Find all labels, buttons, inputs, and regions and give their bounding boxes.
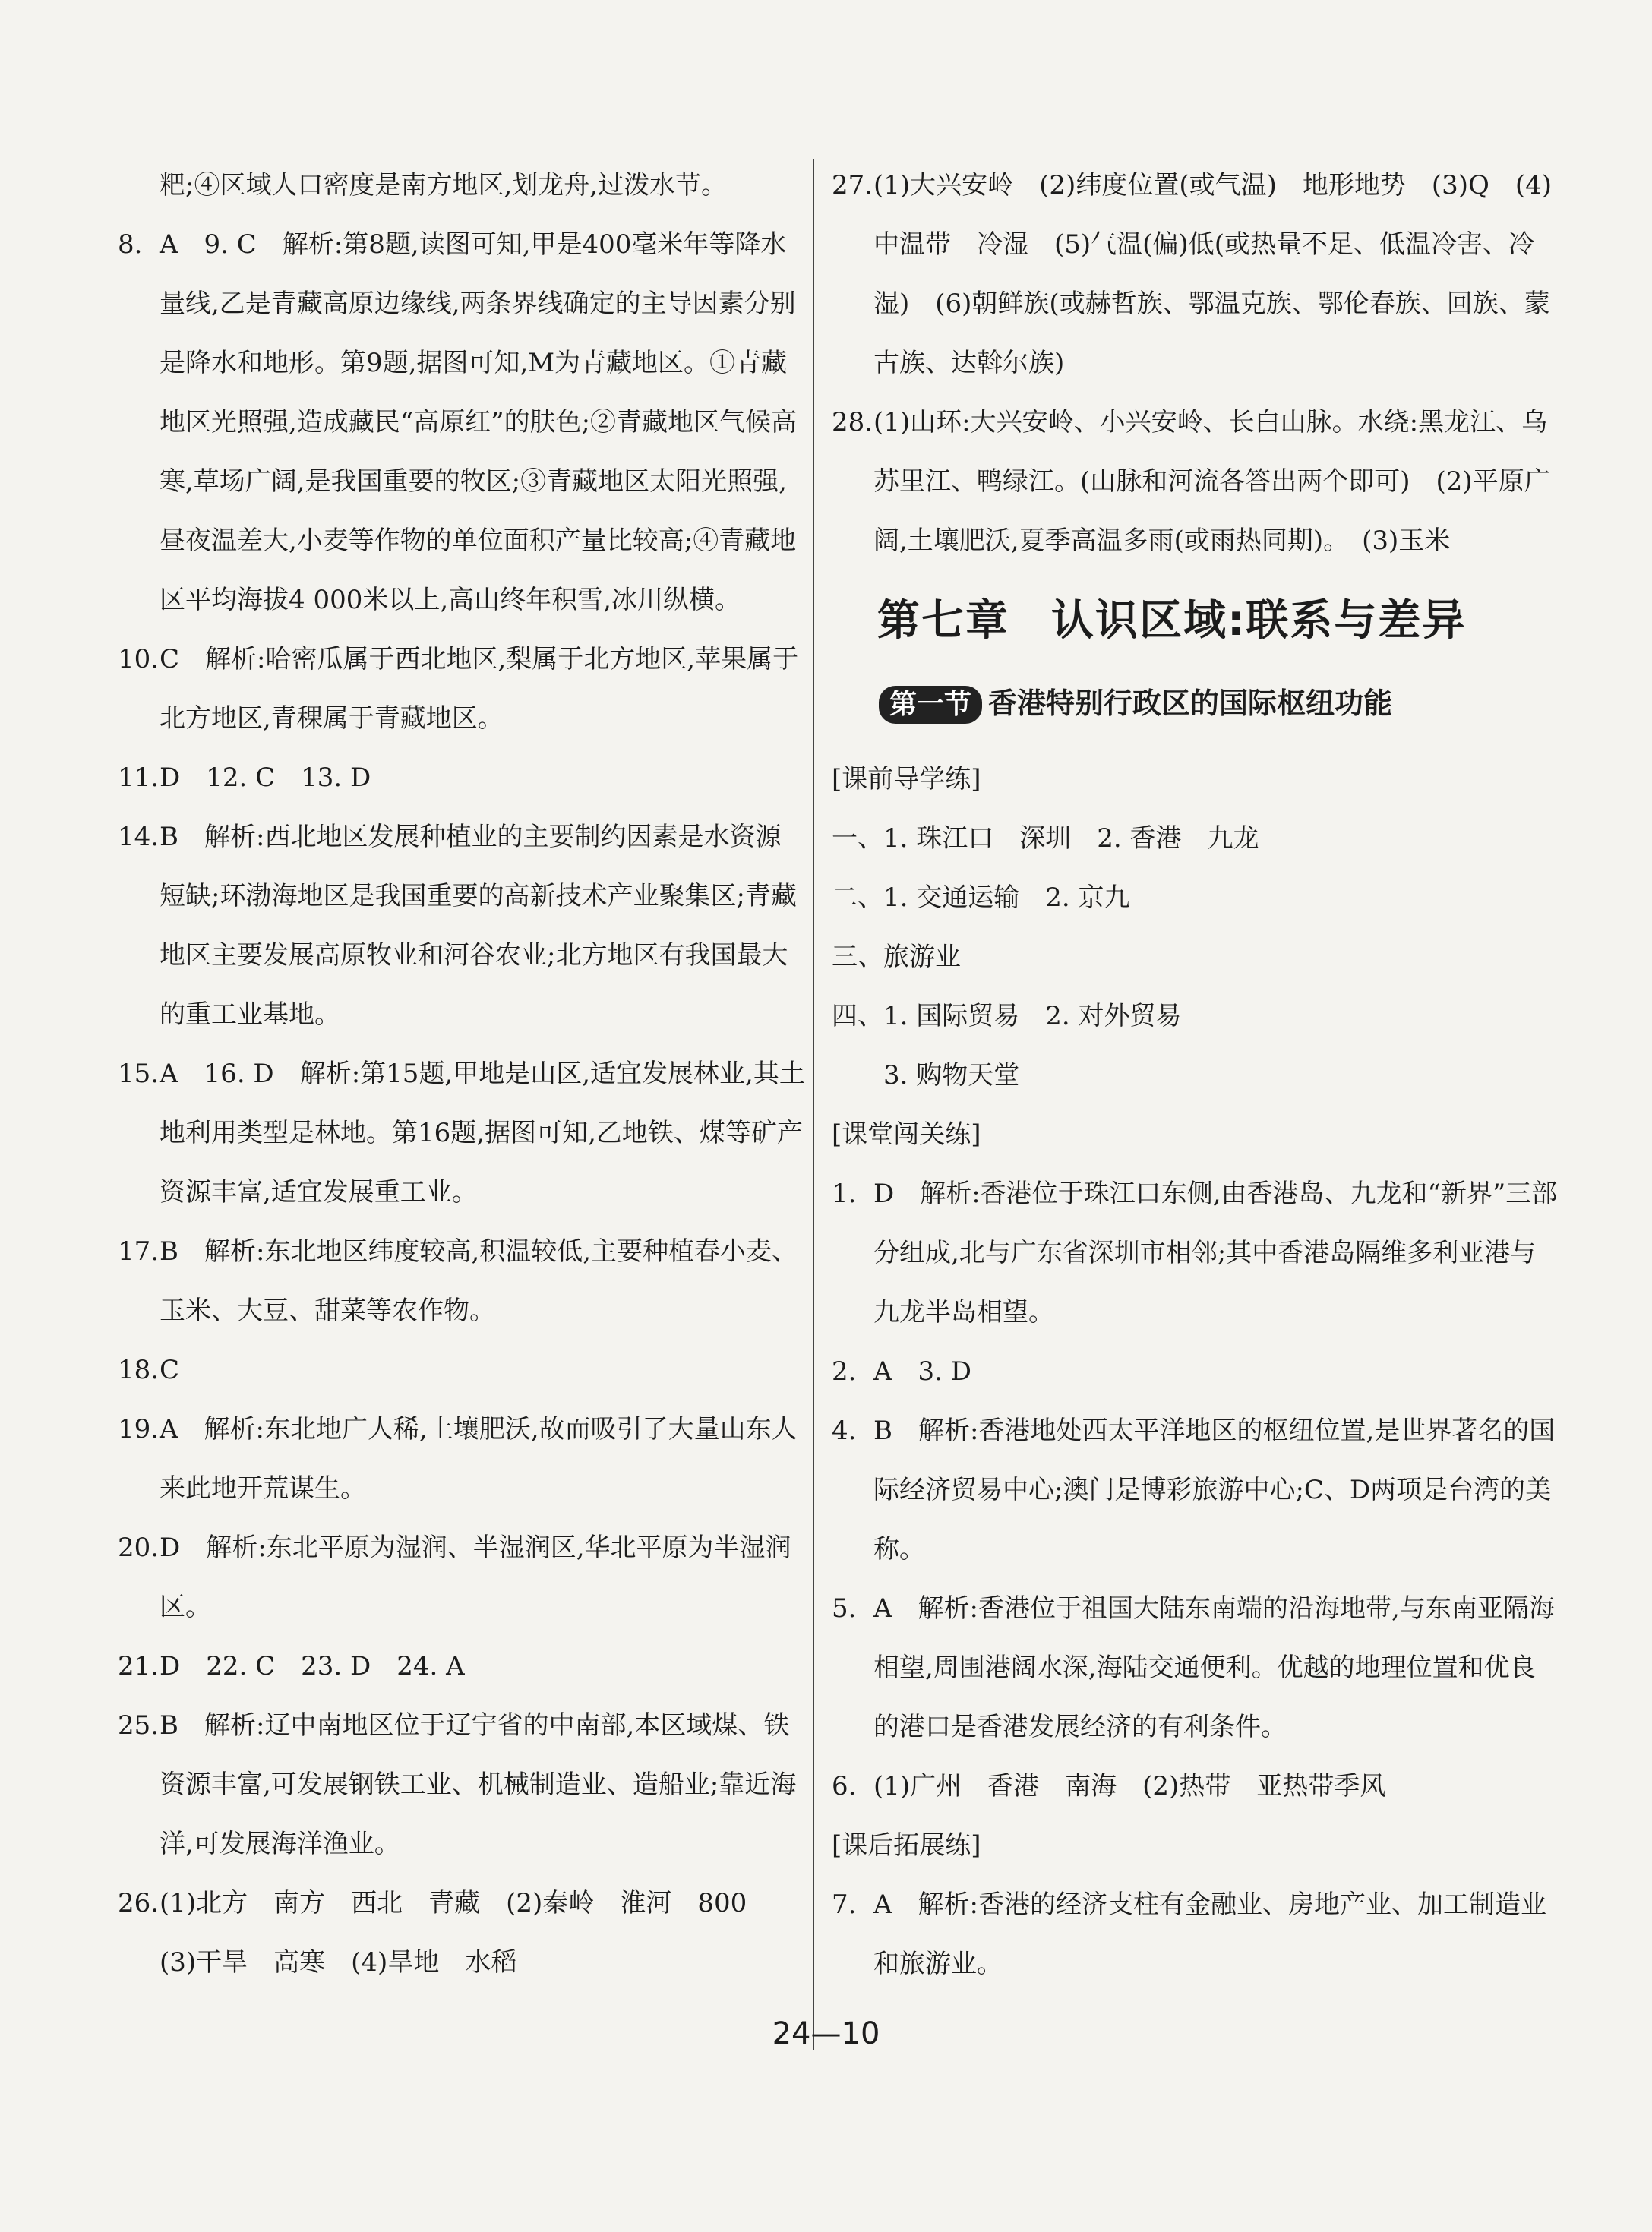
column-divider xyxy=(813,159,814,2050)
class-answer-4: 4. B 解析:香港地处西太平洋地区的枢纽位置,是世界著名的国际经济贸易中心;澳门是博彩旅游中心;C、D两项是台湾的美称。 xyxy=(832,1416,1556,1564)
answer-21-24: 21. D 22. C 23. D 24. A xyxy=(118,1651,465,1681)
left-column xyxy=(118,156,805,1992)
page-number: 24—10 xyxy=(772,2016,880,2051)
answer-14: 14. B 解析:西北地区发展种植业的主要制约因素是水资源短缺;环渤海地区是我国重要的高新技术产业聚集区;青藏地区主要发展高原牧业和河谷农业;北方地区有我国最大的重工业基地。 xyxy=(118,822,797,1030)
answer-25: 25. B 解析:辽中南地区位于辽宁省的中南部,本区域煤、铁资源丰富,可发展钢铁工业、机械制造业、造船业;靠近海洋,可发展海洋渔业。 xyxy=(118,1710,797,1859)
answer-17: 17. B 解析:东北地区纬度较高,积温较低,主要种植春小麦、玉米、大豆、甜菜等农作物。 xyxy=(118,1236,798,1326)
answer-26: 26. (1)北方 南方 西北 青藏 (2)秦岭 淮河 800 (3)干旱 高寒 (4)旱地 水稻 xyxy=(118,1888,773,1978)
pre-item-4: 四、1. 国际贸易 2. 对外贸易 xyxy=(832,1001,1182,1031)
in-class-label: [课堂闯关练] xyxy=(832,1119,981,1150)
answer-8-9: 8. A 9. C 解析:第8题,读图可知,甲是400毫米年等降水量线,乙是青藏高原边缘线,两条界线确定的主导因素分别是降水和地形。第9题,据图可知,M为青藏地区。①青藏地区光照强,造成藏民“高原红”的肤色;②青藏地区气候高寒,草场广阔,是我国重要的牧区;③青藏地区太阳光照强,昼夜温差大,小麦等作物的单位面积产量比较高;④青藏地区平均海拔4 000米以上,高山终年积雪,冰川纵横。 xyxy=(118,229,798,615)
class-answer-5: 5. A 解析:香港位于祖国大陆东南端的沿海地带,与东南亚隔海相望,周围港阔水深,海陆交通便利。优越的地理位置和优良的港口是香港发展经济的有利条件。 xyxy=(832,1593,1555,1742)
answer-28: 28. (1)山环:大兴安岭、小兴安岭、长白山脉。水绕:黑龙江、乌苏里江、鸭绿江。(山脉和河流各答出两个即可) (2)平原广阔,土壤肥沃,夏季高温多雨(或雨热同期)。 (3)玉米 xyxy=(832,407,1550,556)
after-answer-7: 7. A 解析:香港的经济支柱有金融业、房地产业、加工制造业和旅游业。 xyxy=(832,1889,1547,1979)
section-badge: 第一节 xyxy=(879,686,982,724)
section-heading xyxy=(879,669,1561,737)
after-class-label: [课后拓展练] xyxy=(832,1830,981,1861)
answer-20: 20. D 解析:东北平原为湿润、半湿润区,华北平原为半湿润区。 xyxy=(118,1533,791,1622)
chapter-title: 认识区域:联系与差异 xyxy=(1051,596,1467,646)
pre-class-label: [课前导学练] xyxy=(832,764,981,794)
pre-item-3: 三、旅游业 xyxy=(832,942,961,972)
right-column xyxy=(832,156,1561,1994)
answer-18: 18. C xyxy=(118,1355,180,1385)
answer-7-tail: 粑;④区域人口密度是南方地区,划龙舟,过泼水节。 xyxy=(160,170,728,200)
class-answer-6: 6. (1)广州 香港 南海 (2)热带 亚热带季风 xyxy=(832,1771,1386,1801)
answer-15-16: 15. A 16. D 解析:第15题,甲地是山区,适宜发展林业,其土地利用类型是林地。第16题,据图可知,乙地铁、煤等矿产资源丰富,适宜发展重工业。 xyxy=(118,1059,805,1208)
class-answer-1: 1. D 解析:香港位于珠江口东侧,由香港岛、九龙和“新界”三部分组成,北与广东省深圳市相邻;其中香港岛隔维多利亚港与九龙半岛相望。 xyxy=(832,1179,1558,1328)
class-answer-2-3: 2. A 3. D xyxy=(832,1356,972,1387)
pre-item-1: 一、1. 珠江口 深圳 2. 香港 九龙 xyxy=(832,823,1259,854)
chapter-heading xyxy=(877,579,1561,663)
answer-10: 10. C 解析:哈密瓜属于西北地区,梨属于北方地区,苹果属于北方地区,青稞属于青藏地区。 xyxy=(118,644,799,734)
answer-27: 27. (1)大兴安岭 (2)纬度位置(或气温) 地形地势 (3)Q (4)中温带 冷湿 (5)气温(偏)低(或热量不足、低温冷害、冷湿) (6)朝鲜族(或赫哲族、鄂温克族、鄂伦春族、回族、蒙古族、达斡尔族) xyxy=(832,170,1553,378)
section-title: 香港特别行政区的国际枢纽功能 xyxy=(988,687,1393,720)
answer-19: 19. A 解析:东北地广人稀,土壤肥沃,故而吸引了大量山东人来此地开荒谋生。 xyxy=(118,1414,798,1504)
pre-item-2: 二、1. 交通运输 2. 京九 xyxy=(832,882,1130,913)
answer-11-13: 11. D 12. C 13. D xyxy=(118,762,371,793)
pre-item-5: 3. 购物天堂 xyxy=(832,1060,1020,1091)
chapter-number: 第七章 xyxy=(877,596,1009,646)
